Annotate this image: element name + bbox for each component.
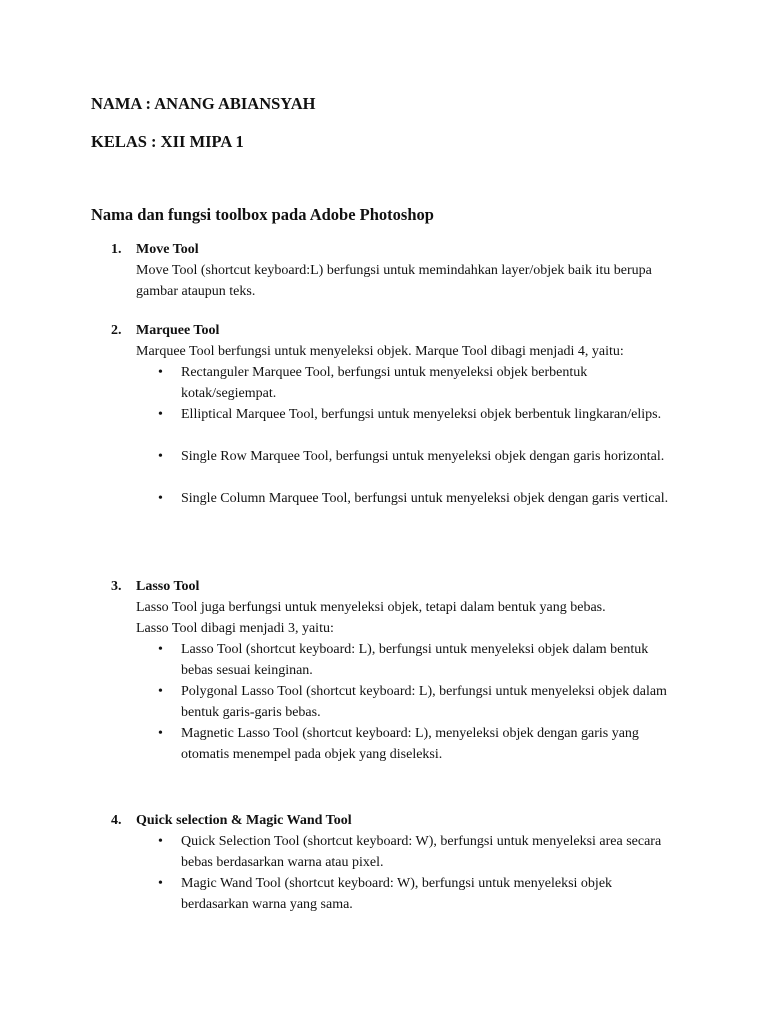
section-number: 3. <box>111 579 122 594</box>
bullet-icon: • <box>158 449 163 464</box>
section-number: 4. <box>111 813 122 828</box>
bullet-icon: • <box>158 642 163 657</box>
list-item-text: Single Row Marquee Tool, berfungsi untuk menyeleksi objek dengan garis horizontal. <box>181 449 665 464</box>
bullet-icon: • <box>158 726 163 741</box>
bullet-icon: • <box>158 684 163 699</box>
document-title: Nama dan fungsi toolbox pada Adobe Photoshop <box>91 205 434 224</box>
list-item-text: Quick Selection Tool (shortcut keyboard: W), berfungsi untuk menyeleksi area secara bebas berdasarkan warna atau pixel. <box>181 834 662 870</box>
bullet-icon: • <box>158 834 163 849</box>
list-item-text: Magic Wand Tool (shortcut keyboard: W), berfungsi untuk menyeleksi objek berdasarkan warna yang sama. <box>181 876 613 912</box>
section-title: Move Tool <box>136 242 199 257</box>
section-title: Marquee Tool <box>136 323 220 338</box>
list-item-text: Magnetic Lasso Tool (shortcut keyboard: L), menyeleksi objek dengan garis yang otomatis menempel pada objek yang diseleksi. <box>181 726 639 762</box>
section-number: 1. <box>111 242 122 257</box>
bullet-icon: • <box>158 491 163 506</box>
section-description: Lasso Tool juga berfungsi untuk menyeleksi objek, tetapi dalam bentuk yang bebas. Lasso Tool dibagi menjadi 3, yaitu: <box>136 600 606 636</box>
list-item-text: Lasso Tool (shortcut keyboard: L), berfungsi untuk menyeleksi objek dalam bentuk bebas sesuai keinginan. <box>181 642 649 678</box>
bullet-icon: • <box>158 365 163 380</box>
list-item-text: Rectanguler Marquee Tool, berfungsi untuk menyeleksi objek berbentuk kotak/segiempat. <box>181 365 588 401</box>
section-title: Quick selection & Magic Wand Tool <box>136 813 352 828</box>
section-number: 2. <box>111 323 122 338</box>
bullet-icon: • <box>158 407 163 422</box>
student-class: KELAS : XII MIPA 1 <box>91 132 244 151</box>
section-description: Move Tool (shortcut keyboard:L) berfungsi untuk memindahkan layer/objek baik itu berupa gambar ataupun teks. <box>136 263 652 299</box>
bullet-icon: • <box>158 876 163 891</box>
list-item-text: Single Column Marquee Tool, berfungsi untuk menyeleksi objek dengan garis vertical. <box>181 491 669 506</box>
student-name: NAMA : ANANG ABIANSYAH <box>91 94 316 113</box>
list-item-text: Elliptical Marquee Tool, berfungsi untuk menyeleksi objek berbentuk lingkaran/elips. <box>181 407 662 422</box>
list-item-text: Polygonal Lasso Tool (shortcut keyboard: L), berfungsi untuk menyeleksi objek dalam bentuk garis-garis bebas. <box>181 684 667 720</box>
section-title: Lasso Tool <box>136 579 200 594</box>
section-description: Marquee Tool berfungsi untuk menyeleksi objek. Marque Tool dibagi menjadi 4, yaitu: <box>136 344 624 359</box>
